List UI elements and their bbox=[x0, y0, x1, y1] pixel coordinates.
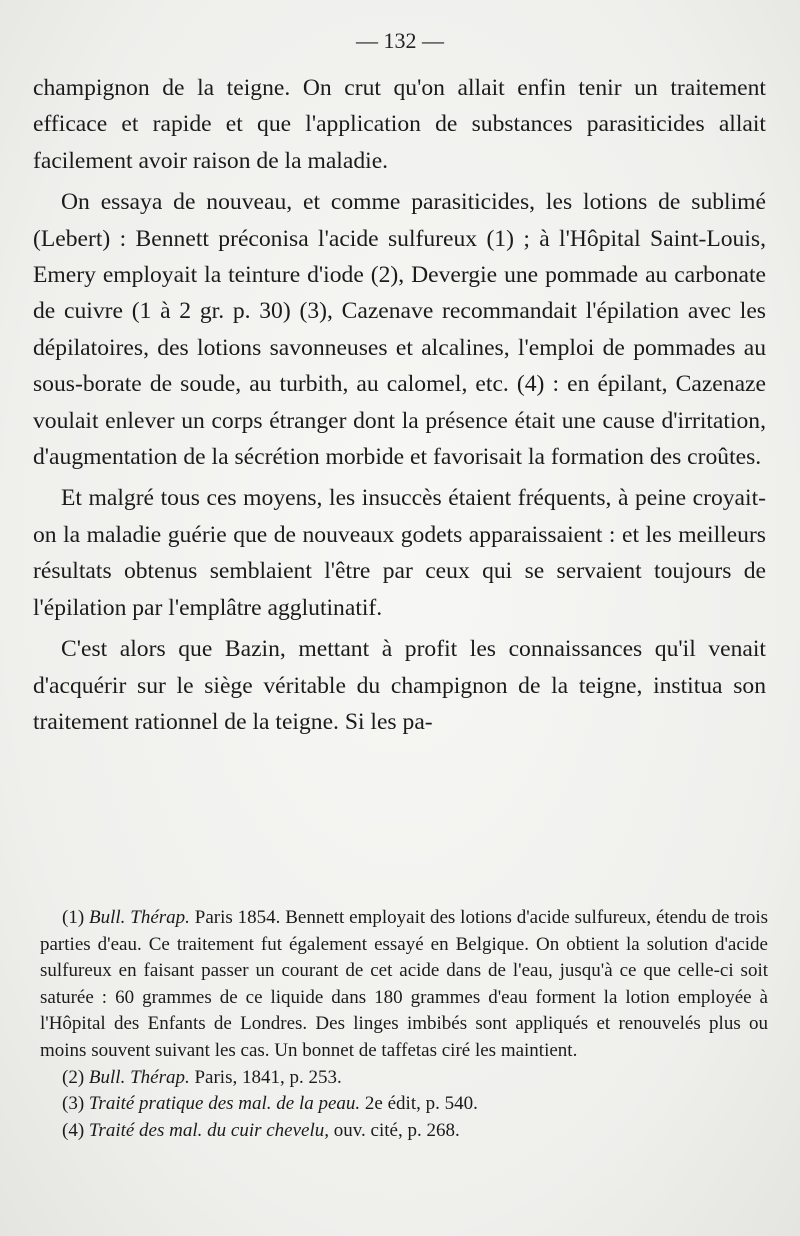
paragraph: C'est alors que Bazin, mettant à profit les connaissances qu'il venait d'acquérir sur le siège véritable du champignon de la teigne, institua son traitement rationnel de la teigne. Si les pa- bbox=[33, 636, 766, 735]
footnote-reference: Traité pratique des mal. de la peau. bbox=[88, 1093, 361, 1115]
footnote bbox=[40, 1118, 768, 1145]
footnote-text: ouv. cité, p. 268. bbox=[329, 1119, 460, 1141]
footnote bbox=[40, 905, 768, 1065]
footnote-reference: Bull. Thérap. bbox=[88, 1066, 190, 1088]
footnote-number: (3) bbox=[62, 1093, 85, 1115]
footnote bbox=[40, 1065, 768, 1092]
footnote-number: (2) bbox=[62, 1066, 85, 1088]
main-text bbox=[33, 70, 766, 740]
paragraph: Et malgré tous ces moyens, les insuccès étaient fréquents, à peine croyait-on la maladie guérie que de nouveaux godets apparaissaient : et les meilleurs résultats obtenus semblaient l'être par ceux qui se servaient toujours de l'épilation par l'emplâtre agglutinatif. bbox=[33, 485, 766, 621]
footnote-text: 2e édit, p. 540. bbox=[360, 1093, 478, 1115]
paragraph: champignon de la teigne. On crut qu'on allait enfin tenir un traitement efficace et rapide et que l'application de substances parasiticides allait facilement avoir raison de la maladie. bbox=[33, 75, 766, 174]
footnote-number: (4) bbox=[62, 1119, 85, 1141]
paragraph: On essaya de nouveau, et comme parasiticides, les lotions de sublimé (Lebert) : Bennett préconisa l'acide sulfureux (1) ; à l'Hôpital Saint-Louis, Emery employait la teinture d'iode (2), Devergie une pommade au carbonate de cuivre (1 à 2 gr. p. 30) (3), Cazenave recommandait l'épilation avec les dépilatoires, des lotions savonneuses et alcalines, l'emploi de pommades au sous-borate de soude, au turbith, au calomel, etc. (4) : en épilant, Cazenaze voulait enlever un corps étranger dont la présence était une cause d'irritation, d'augmentation de la sécrétion morbide et favorisait la formation des croûtes. bbox=[33, 189, 766, 471]
footnote-reference: Traité des mal. du cuir chevelu, bbox=[88, 1119, 330, 1141]
footnote-reference: Bull. Thérap. bbox=[89, 907, 190, 928]
footnote-text: Paris, 1841, p. 253. bbox=[189, 1066, 342, 1088]
page-number: — 132 — bbox=[356, 28, 444, 53]
footnote bbox=[40, 1091, 768, 1118]
footnotes bbox=[40, 905, 768, 1144]
footnote-number: (1) bbox=[62, 907, 85, 928]
footnote-text: Paris 1854. Bennett employait des lotions d'acide sulfureux, étendu de trois parties d'eau. Ce traitement fut également essayé en Belgique. On obtient la solution d'acide sulfureux en faisant passer un courant de cet acide dans de l'eau, jusqu'à ce que celle-ci soit saturée : 60 grammes de ce liquide dans 180 grammes d'eau forment la lotion employée à l'Hôpital des Enfants de Londres. Des linges imbibés sont appliqués et renouvelés plus ou moins souvent suivant les cas. Un bonnet de taffetas ciré les maintient. bbox=[40, 907, 768, 1061]
